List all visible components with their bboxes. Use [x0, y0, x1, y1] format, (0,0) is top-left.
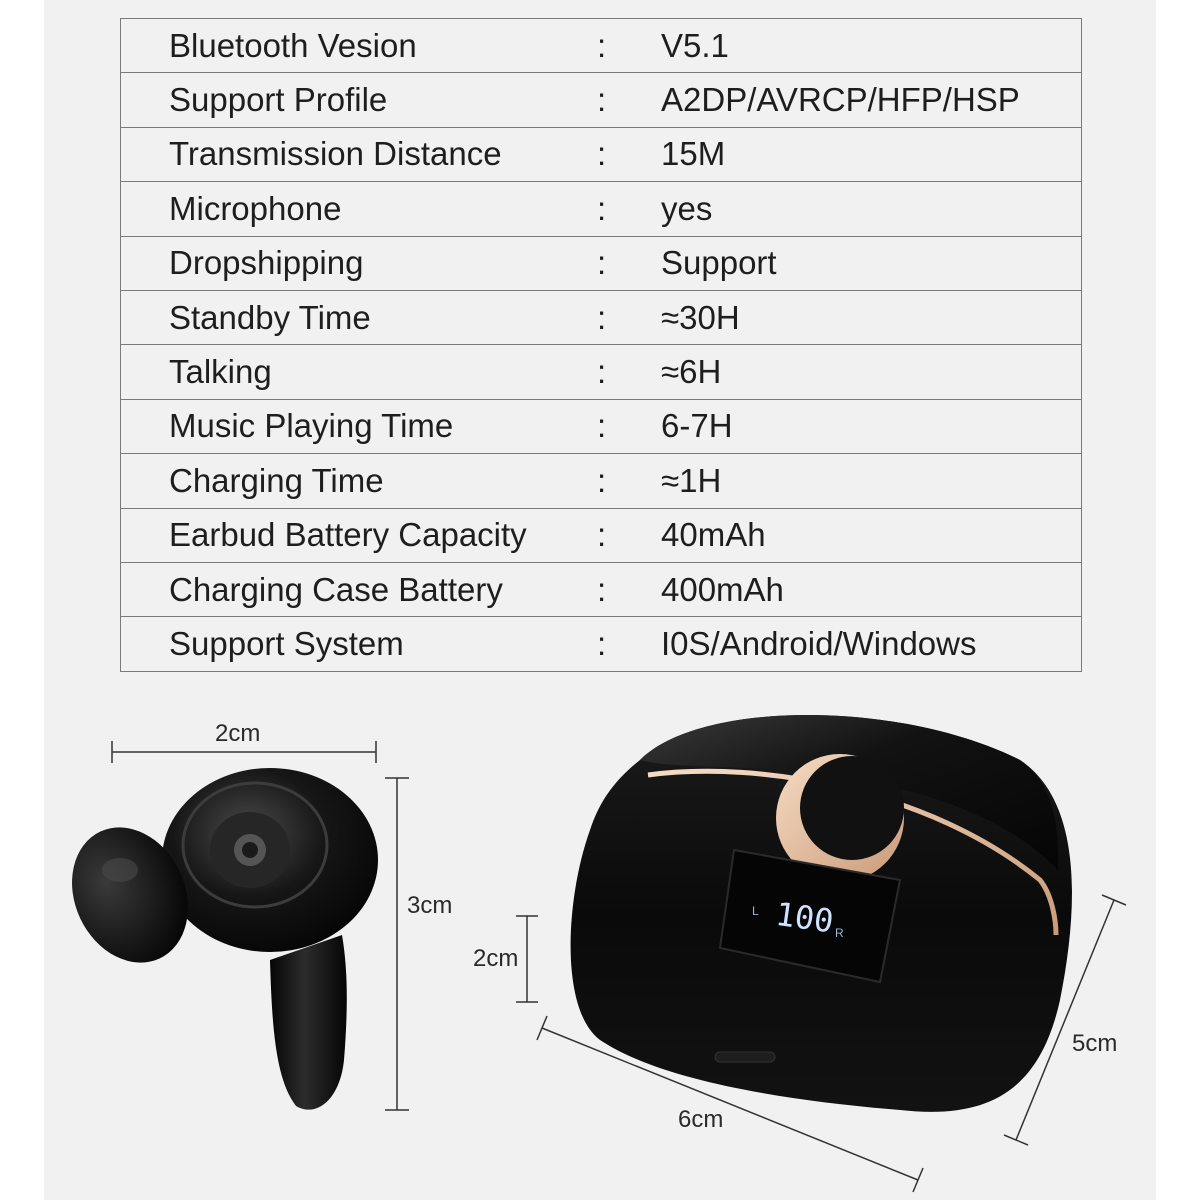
spec-label: Charging Time [169, 461, 384, 499]
earbud-width-label: 2cm [215, 720, 261, 747]
spec-value: ≈6H [661, 353, 722, 391]
spec-label: Music Playing Time [169, 407, 454, 445]
case-display-left-marker: L [752, 904, 759, 918]
spec-separator: : [597, 298, 607, 336]
charging-case-image [571, 715, 1072, 1112]
earbud-height-dimension [385, 778, 409, 1110]
spec-separator: : [597, 135, 607, 173]
spec-label: Support Profile [169, 81, 388, 119]
spec-separator: : [597, 570, 607, 608]
case-depth-label: 5cm [1072, 1030, 1118, 1057]
spec-separator: : [597, 244, 607, 282]
spec-separator: : [597, 189, 607, 227]
spec-value: Support [661, 244, 777, 282]
spec-value: ≈1H [661, 461, 722, 499]
case-height-label: 2cm [473, 945, 519, 972]
spec-separator: : [597, 353, 607, 391]
spec-separator: : [597, 26, 607, 64]
spec-label: Dropshipping [169, 244, 364, 282]
spec-label: Microphone [169, 189, 342, 227]
spec-value: 40mAh [661, 516, 766, 554]
case-height-dimension [516, 916, 538, 1002]
spec-value: yes [661, 189, 713, 227]
case-width-label: 6cm [678, 1106, 724, 1133]
spec-label: Support System [169, 625, 404, 663]
spec-label: Talking [169, 353, 272, 391]
spec-label: Transmission Distance [169, 135, 502, 173]
spec-label: Standby Time [169, 298, 371, 336]
spec-separator: : [597, 625, 607, 663]
earbud-height-label: 3cm [407, 892, 453, 919]
case-display-battery: 100 [773, 894, 836, 941]
spec-value: I0S/Android/Windows [661, 625, 977, 663]
spec-label: Charging Case Battery [169, 570, 503, 608]
spec-separator: : [597, 407, 607, 445]
spec-value: 15M [661, 135, 726, 173]
spec-separator: : [597, 516, 607, 554]
spec-value: ≈30H [661, 298, 740, 336]
case-display-right-marker: R [835, 926, 844, 940]
spec-value: A2DP/AVRCP/HFP/HSP [661, 81, 1020, 119]
spec-separator: : [597, 81, 607, 119]
spec-label: Earbud Battery Capacity [169, 516, 527, 554]
spec-value: 400mAh [661, 570, 784, 608]
spec-label: Bluetooth Vesion [169, 26, 417, 64]
spec-value: 6-7H [661, 407, 733, 445]
earbud-image [51, 768, 378, 1110]
spec-separator: : [597, 461, 607, 499]
spec-value: V5.1 [661, 26, 729, 64]
